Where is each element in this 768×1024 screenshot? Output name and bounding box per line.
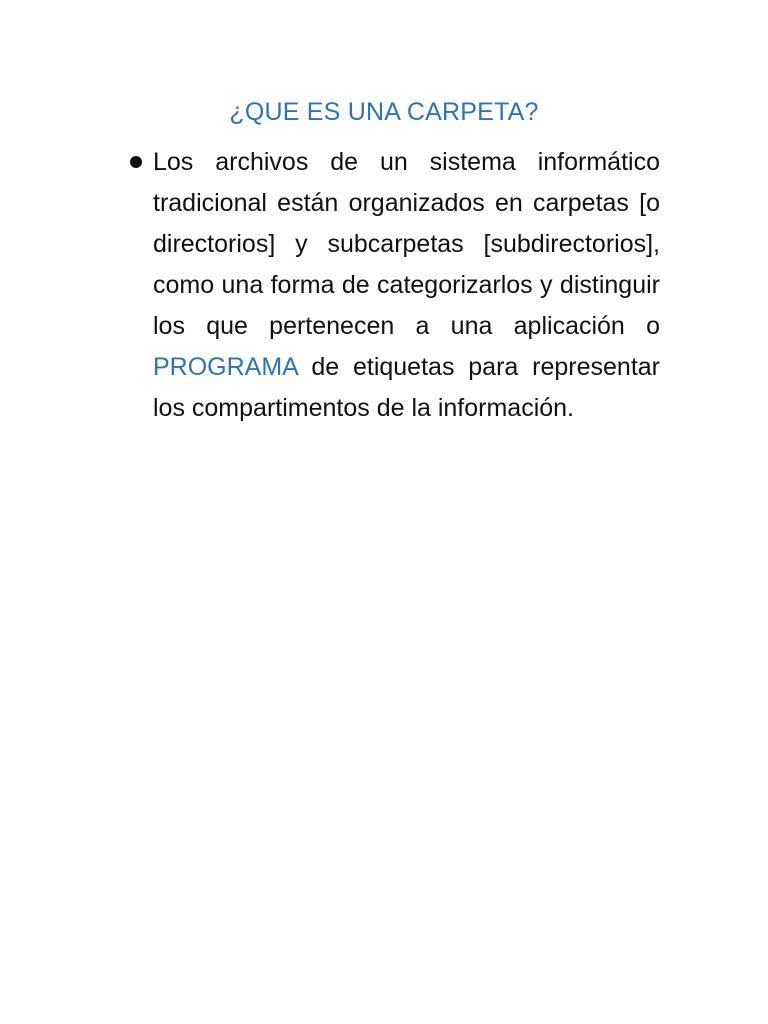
bullet-dot-icon: [130, 156, 142, 168]
bullet-list: [128, 142, 660, 429]
page-title: ¿QUE ES UNA CARPETA?: [229, 98, 539, 126]
list-item: [128, 142, 660, 429]
bullet-text-after: de etiquetas para representar los compartimentos de la información.: [153, 353, 660, 422]
bullet-text-before: Los archivos de un sistema informático tradicional están organizados en carpetas [o directorios] y subcarpetas [subdirectorios], como una forma de categorizarlos y distinguir los que pertenecen a una aplicación o: [153, 148, 660, 340]
highlighted-word-programa: PROGRAMA: [153, 353, 298, 381]
